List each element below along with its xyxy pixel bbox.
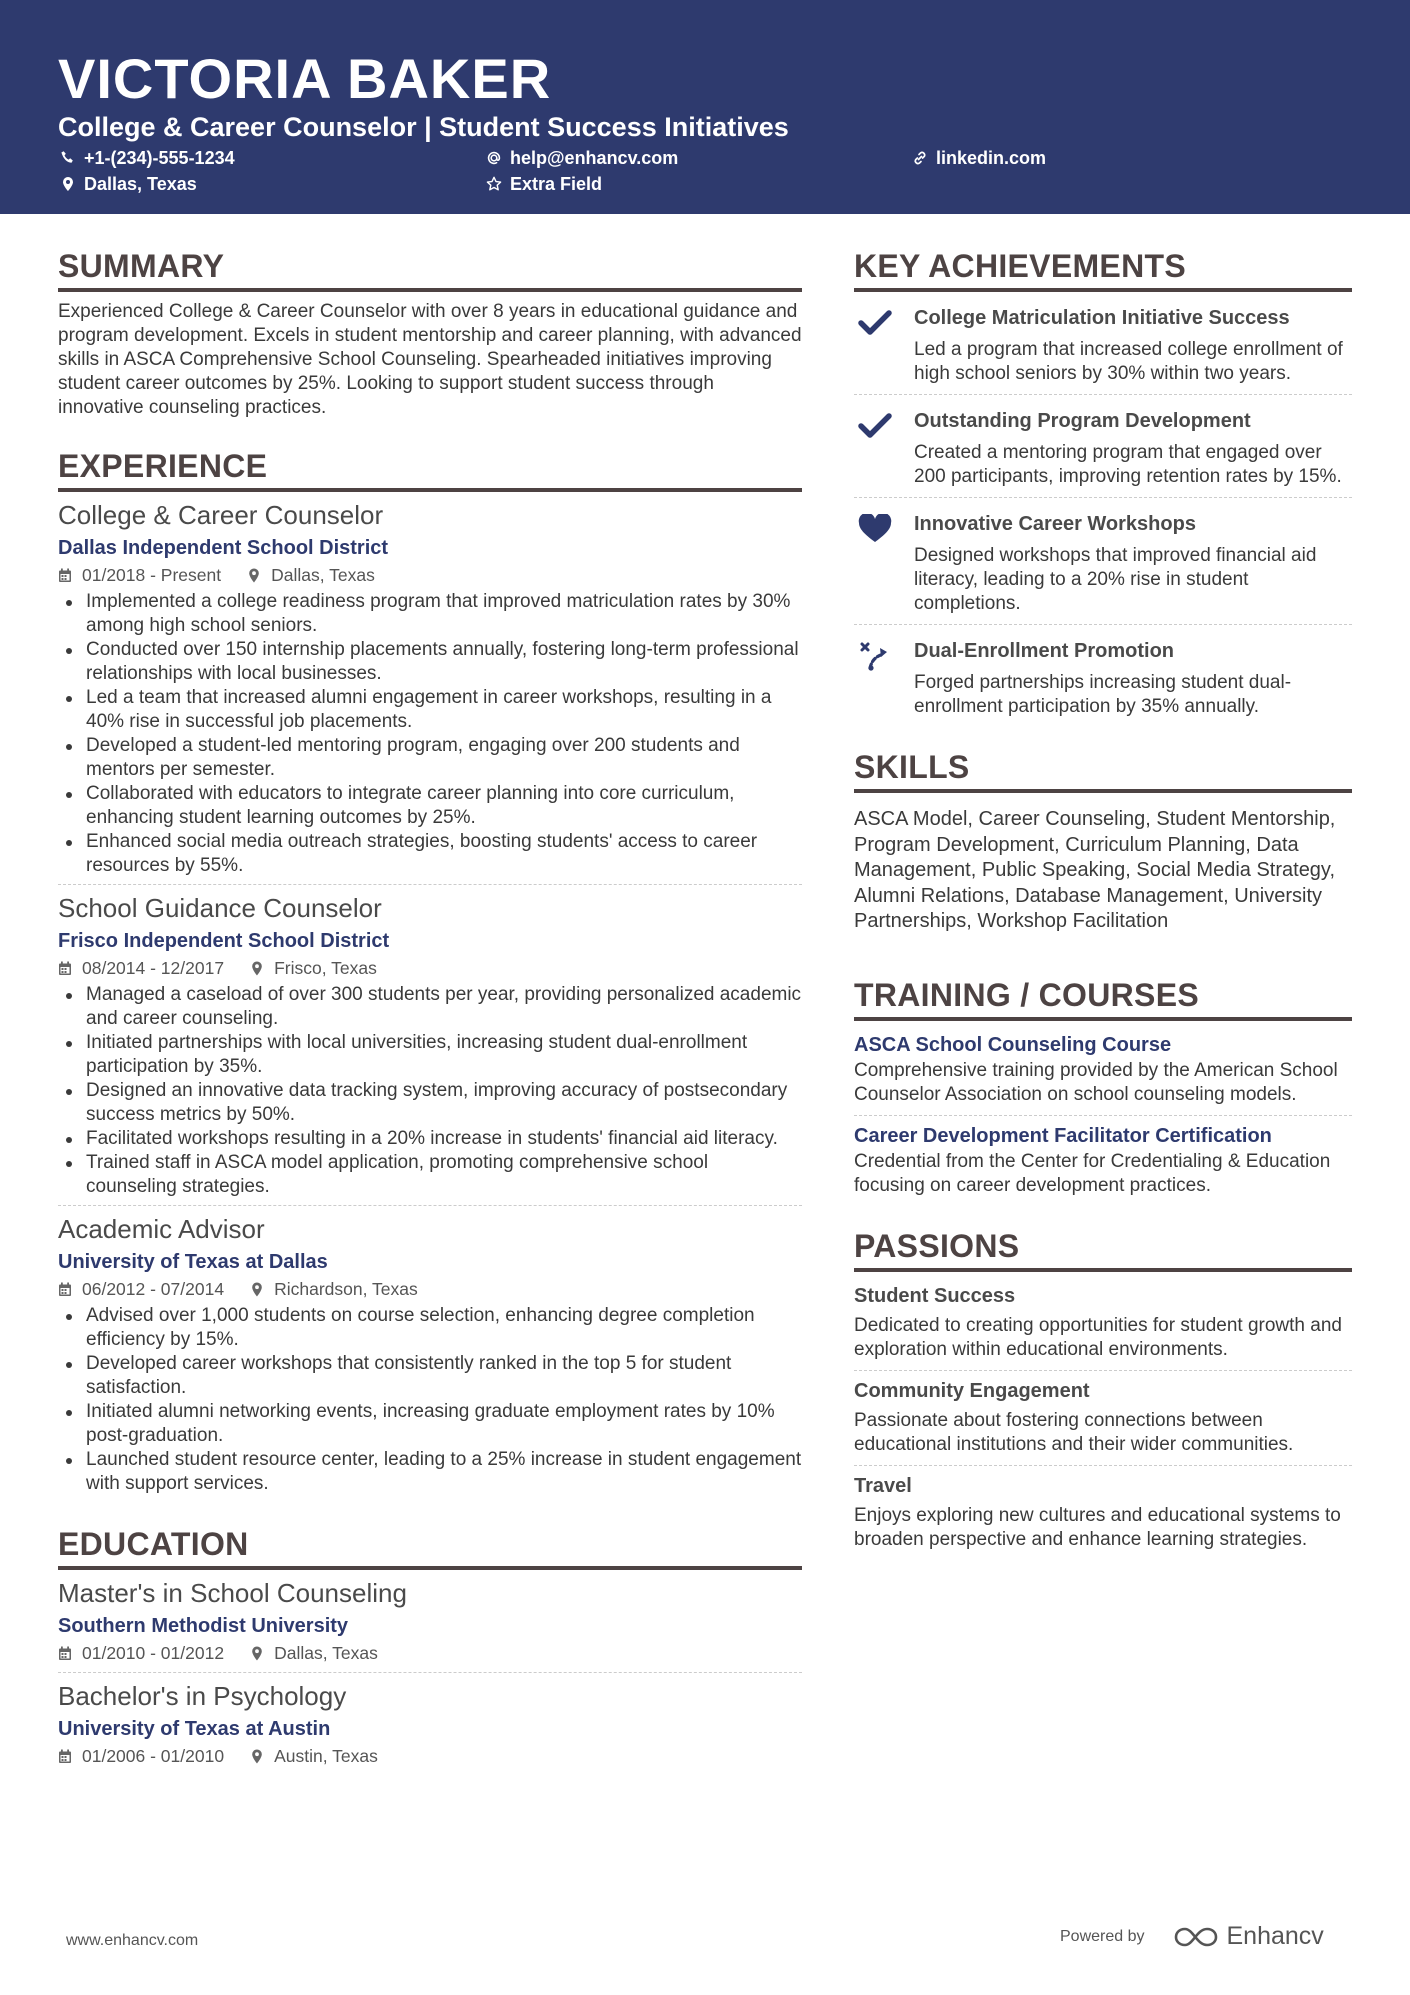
education-dates: 01/2010 - 01/2012 — [82, 1643, 225, 1663]
calendar-icon — [58, 1646, 72, 1661]
summary-title: SUMMARY — [58, 246, 802, 292]
job-bullets — [58, 1304, 802, 1496]
calendar-icon — [58, 1749, 72, 1764]
school-name: University of Texas at Austin — [58, 1718, 331, 1740]
training-title: TRAINING / COURSES — [854, 975, 1352, 1021]
achievement-title: Innovative Career Workshops — [914, 513, 1196, 535]
achievement-item — [854, 394, 1352, 497]
job-location: Frisco, Texas — [274, 958, 377, 978]
job-bullet: Initiated partnerships with local universities, increasing student dual-enrollment participation by 35%. — [58, 1031, 802, 1079]
experience-section — [58, 446, 802, 1502]
achievement-title: Dual-Enrollment Promotion — [914, 640, 1174, 662]
star-icon — [486, 176, 502, 192]
job-bullet: Initiated alumni networking events, increasing graduate employment rates by 10% post-graduation. — [58, 1400, 802, 1448]
education-location: Austin, Texas — [274, 1746, 378, 1766]
check-icon — [858, 308, 892, 338]
job-bullet: Trained staff in ASCA model application, promoting comprehensive school counseling strategies. — [58, 1151, 802, 1199]
route-icon — [858, 641, 892, 671]
job-bullet: Collaborated with educators to integrate career planning into core curriculum, enhancing student learning outcomes by 25%. — [58, 782, 802, 830]
degree-title: Master's in School Counseling — [58, 1578, 407, 1608]
job-bullet: Enhanced social media outreach strategies, boosting students' access to career resources by 55%. — [58, 830, 802, 878]
achievement-title: College Matriculation Initiative Success — [914, 307, 1290, 329]
resume-header — [0, 0, 1410, 214]
footer-website[interactable]: www.enhancv.com — [66, 1932, 199, 1949]
achievement-desc: Designed workshops that improved financial aid literacy, leading to a 20% rise in student completions. — [914, 545, 1317, 614]
location-pin-icon — [250, 961, 264, 976]
candidate-headline: College & Career Counselor | Student Success Initiatives — [58, 112, 789, 142]
education-meta — [58, 1743, 802, 1769]
education-location: Dallas, Texas — [274, 1643, 378, 1663]
location-pin-icon — [250, 1749, 264, 1764]
experience-entry — [58, 884, 802, 1205]
skills-title: SKILLS — [854, 747, 1352, 793]
job-title: Academic Advisor — [58, 1214, 265, 1244]
job-meta — [58, 955, 802, 981]
calendar-icon — [58, 568, 72, 583]
infinity-logo-icon — [1173, 1925, 1221, 1949]
achievement-title: Outstanding Program Development — [914, 410, 1251, 432]
company-name: Dallas Independent School District — [58, 537, 389, 559]
job-meta — [58, 1276, 802, 1302]
footer-branding — [1060, 1922, 1324, 1951]
company-name: University of Texas at Dallas — [58, 1251, 328, 1273]
candidate-name: VICTORIA BAKER — [58, 47, 552, 110]
extra-field-text: Extra Field — [510, 174, 603, 194]
passion-desc: Passionate about fostering connections between educational institutions and their wider communities. — [854, 1409, 1294, 1455]
phone-icon — [60, 150, 76, 166]
enhancv-logo[interactable] — [1173, 1922, 1324, 1951]
passions-section — [854, 1226, 1352, 1560]
job-bullets — [58, 983, 802, 1199]
passion-title: Student Success — [854, 1284, 1016, 1307]
calendar-icon — [58, 961, 72, 976]
job-bullet: Developed career workshops that consistently ranked in the top 5 for student satisfaction. — [58, 1352, 802, 1400]
job-dates: 01/2018 - Present — [82, 565, 222, 585]
job-location: Dallas, Texas — [271, 565, 375, 585]
achievement-item — [854, 624, 1352, 727]
achievement-item — [854, 292, 1352, 394]
passions-title: PASSIONS — [854, 1226, 1352, 1272]
job-dates: 06/2012 - 07/2014 — [82, 1279, 225, 1299]
summary-section — [58, 246, 802, 420]
job-bullet: Facilitated workshops resulting in a 20% increase in students' financial aid literacy. — [58, 1127, 802, 1151]
passion-item — [854, 1370, 1352, 1465]
right-column — [854, 246, 1352, 1560]
job-title: College & Career Counselor — [58, 500, 384, 530]
location-pin-icon — [247, 568, 261, 583]
contact-linkedin[interactable] — [912, 146, 1046, 170]
job-bullet: Led a team that increased alumni engagement in career workshops, resulting in a 40% rise in successful job placements. — [58, 686, 802, 734]
passion-desc: Dedicated to creating opportunities for student growth and exploration within educational environments. — [854, 1314, 1342, 1360]
at-icon — [486, 150, 502, 166]
heart-icon — [858, 514, 892, 544]
achievement-desc: Led a program that increased college enrollment of high school seniors by 30% within two years. — [914, 339, 1343, 384]
passion-item — [854, 1276, 1352, 1370]
course-title: ASCA School Counseling Course — [854, 1033, 1172, 1056]
job-location: Richardson, Texas — [274, 1279, 418, 1299]
achievement-item — [854, 497, 1352, 624]
course-item — [854, 1115, 1352, 1206]
job-bullet: Launched student resource center, leading to a 25% increase in student engagement with support services. — [58, 1448, 802, 1496]
email-text: help@enhancv.com — [510, 148, 679, 168]
job-bullets — [58, 590, 802, 878]
job-bullet: Managed a caseload of over 300 students per year, providing personalized academic and career counseling. — [58, 983, 802, 1031]
summary-text: Experienced College & Career Counselor with over 8 years in educational guidance and program development. Excels in student mentorship and career planning, with advanced skills in ASCA Comprehensive School Counseling. Spearheaded initiatives improving student career outcomes by 25%. Looking to support student success through innovative counseling practices. — [58, 301, 802, 418]
contact-phone[interactable] — [60, 146, 235, 170]
job-meta — [58, 562, 802, 588]
location-text: Dallas, Texas — [84, 174, 197, 194]
contact-email[interactable] — [486, 146, 678, 170]
skills-section — [854, 747, 1352, 935]
course-desc: Credential from the Center for Credentialing & Education focusing on career development practices. — [854, 1150, 1331, 1196]
check-icon — [858, 411, 892, 441]
phone-text: +1-(234)-555-1234 — [84, 148, 235, 168]
achievements-title: KEY ACHIEVEMENTS — [854, 246, 1352, 292]
school-name: Southern Methodist University — [58, 1615, 349, 1637]
left-column — [58, 246, 802, 1775]
education-title: EDUCATION — [58, 1524, 802, 1570]
education-dates: 01/2006 - 01/2010 — [82, 1746, 225, 1766]
course-item — [854, 1025, 1352, 1115]
experience-entry — [58, 498, 802, 884]
experience-title: EXPERIENCE — [58, 446, 802, 492]
job-bullet: Developed a student-led mentoring program, engaging over 200 students and mentors per semester. — [58, 734, 802, 782]
achievement-desc: Created a mentoring program that engaged over 200 participants, improving retention rates by 15%. — [914, 442, 1342, 487]
contact-location — [60, 172, 197, 196]
achievement-desc: Forged partnerships increasing student dual-enrollment participation by 35% annually. — [914, 672, 1292, 717]
experience-entry — [58, 1205, 802, 1502]
job-bullet: Conducted over 150 internship placements annually, fostering long-term professional relationships with local businesses. — [58, 638, 802, 686]
course-desc: Comprehensive training provided by the American School Counselor Association on school counseling models. — [854, 1059, 1338, 1105]
achievements-section — [854, 246, 1352, 727]
passion-title: Travel — [854, 1474, 912, 1497]
contact-extra — [486, 172, 602, 196]
job-dates: 08/2014 - 12/2017 — [82, 958, 225, 978]
skills-text: ASCA Model, Career Counseling, Student Mentorship, Program Development, Curriculum Planning, Data Management, Public Speaking, Social Media Strategy, Alumni Relations, Database Management, University Partnerships, Workshop Facilitation — [854, 808, 1336, 932]
passion-item — [854, 1465, 1352, 1560]
link-icon — [912, 150, 928, 166]
education-entry — [58, 1576, 802, 1672]
powered-by-label: Powered by — [1060, 1927, 1145, 1945]
brand-name: Enhancv — [1226, 1922, 1324, 1950]
passion-title: Community Engagement — [854, 1379, 1090, 1402]
location-pin-icon — [60, 176, 76, 192]
training-section — [854, 975, 1352, 1206]
job-bullet: Advised over 1,000 students on course selection, enhancing degree completion efficiency by 15%. — [58, 1304, 802, 1352]
passion-desc: Enjoys exploring new cultures and educational systems to broaden perspective and enhance learning strategies. — [854, 1504, 1341, 1550]
company-name: Frisco Independent School District — [58, 930, 390, 952]
job-title: School Guidance Counselor — [58, 893, 382, 923]
job-bullet: Designed an innovative data tracking system, improving accuracy of postsecondary success metrics by 50%. — [58, 1079, 802, 1127]
course-title: Career Development Facilitator Certification — [854, 1124, 1272, 1147]
degree-title: Bachelor's in Psychology — [58, 1681, 347, 1711]
location-pin-icon — [250, 1282, 264, 1297]
education-meta — [58, 1640, 802, 1666]
education-entry — [58, 1672, 802, 1775]
education-section — [58, 1524, 802, 1775]
location-pin-icon — [250, 1646, 264, 1661]
linkedin-text: linkedin.com — [936, 148, 1047, 168]
calendar-icon — [58, 1282, 72, 1297]
job-bullet: Implemented a college readiness program that improved matriculation rates by 30% among high school seniors. — [58, 590, 802, 638]
